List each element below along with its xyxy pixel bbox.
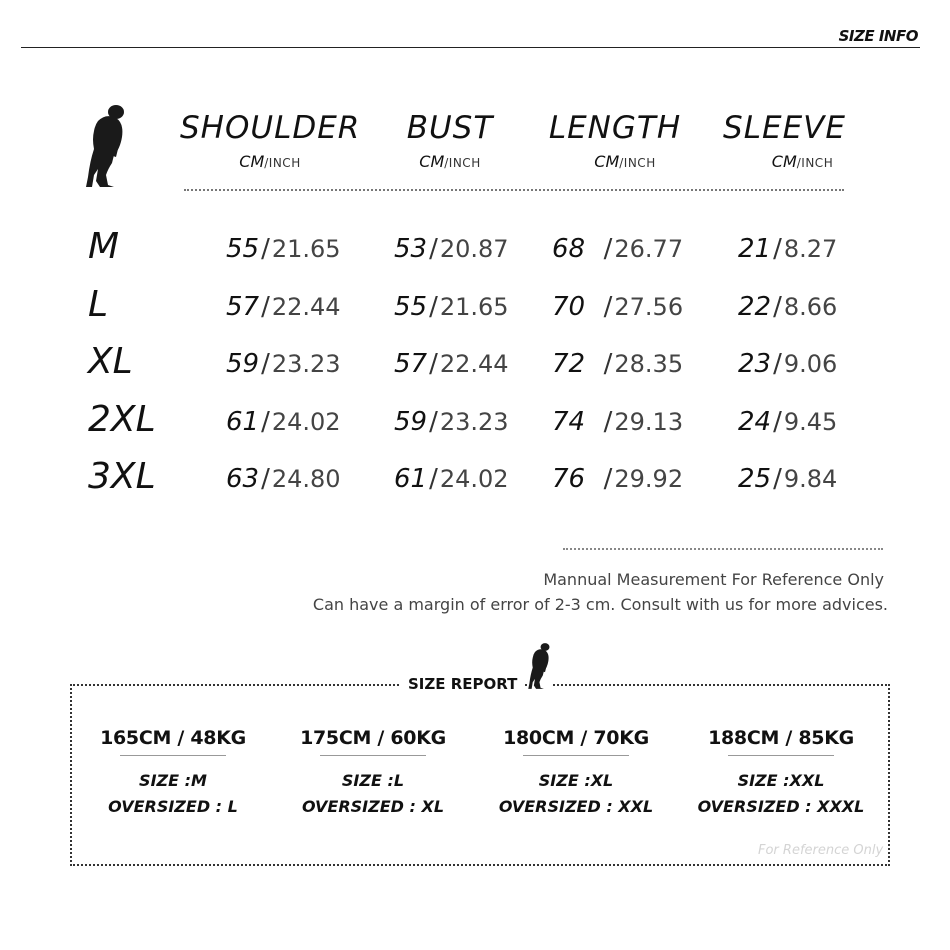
cm-value: 74 (552, 407, 586, 437)
separator: / (587, 292, 613, 322)
reference-footnote: For Reference Only (758, 843, 884, 858)
separator: / (429, 349, 438, 379)
cm-value: 61 (226, 407, 260, 437)
recommended-size: SIZE :M (139, 771, 207, 790)
column-header-sleeve: SLEEVE (723, 110, 846, 146)
inch-value: 26.77 (614, 235, 684, 263)
ape-figure-icon (86, 103, 128, 189)
unit-inch: /INCH (264, 156, 301, 170)
separator: / (261, 234, 270, 264)
header-dotted-divider (184, 189, 844, 191)
cm-value: 57 (226, 292, 260, 322)
unit-label (180, 152, 360, 171)
cm-value: 22 (738, 292, 772, 322)
separator: / (773, 349, 782, 379)
column-header-shoulder: SHOULDER (180, 110, 361, 146)
measurement-cell (394, 292, 509, 322)
margin-of-error-note: Can have a margin of error of 2-3 cm. Consult with us for more advices. (312, 595, 888, 614)
separator: / (587, 407, 613, 437)
measurement-cell (394, 464, 509, 494)
inch-value: 23.23 (439, 408, 509, 436)
height-weight: 180CM / 70KG (503, 727, 649, 749)
recommended-size: SIZE :L (341, 771, 405, 790)
separator: / (429, 464, 438, 494)
measurement-cell (226, 234, 341, 264)
column-header-length: LENGTH (548, 110, 682, 146)
entry-divider (523, 755, 629, 756)
unit-cm: CM (594, 152, 620, 171)
notes-dotted-divider (563, 548, 883, 550)
header-divider (21, 47, 920, 48)
measurement-cell (552, 349, 683, 379)
measurement-cell (226, 407, 341, 437)
inch-value: 24.80 (271, 465, 341, 493)
cm-value: 76 (552, 464, 586, 494)
inch-value: 22.44 (271, 293, 341, 321)
oversized-size: OVERSIZED : XXL (498, 797, 654, 816)
measurement-cell (394, 407, 509, 437)
size-label: XL (88, 341, 133, 382)
measurement-note: Mannual Measurement For Reference Only (543, 570, 884, 589)
size-label: 2XL (88, 399, 156, 440)
separator: / (261, 292, 270, 322)
separator: / (261, 464, 270, 494)
oversized-size: OVERSIZED : XL (301, 797, 445, 816)
measurement-cell (552, 464, 683, 494)
inch-value: 24.02 (439, 465, 509, 493)
height-weight: 188CM / 85KG (708, 727, 854, 749)
size-label: 3XL (88, 456, 156, 497)
column-header-bust: BUST (406, 110, 494, 146)
height-weight: 165CM / 48KG (100, 727, 246, 749)
height-weight: 175CM / 60KG (300, 727, 446, 749)
separator: / (261, 407, 270, 437)
cm-value: 53 (394, 234, 428, 264)
cm-value: 57 (394, 349, 428, 379)
separator: / (773, 292, 782, 322)
cm-value: 25 (738, 464, 772, 494)
ape-figure-icon (528, 642, 552, 690)
oversized-size: OVERSIZED : XXXL (697, 797, 865, 816)
separator: / (429, 407, 438, 437)
measurement-cell (226, 292, 341, 322)
measurement-cell (394, 349, 509, 379)
recommended-size: SIZE :XXL (737, 771, 825, 790)
inch-value: 29.13 (614, 408, 684, 436)
inch-value: 8.66 (783, 293, 838, 321)
cm-value: 70 (552, 292, 586, 322)
inch-value: 28.35 (614, 350, 684, 378)
cm-value: 55 (394, 292, 428, 322)
cm-value: 68 (552, 234, 586, 264)
inch-value: 9.06 (783, 350, 838, 378)
size-report-entry (691, 727, 871, 820)
size-report-entry (486, 727, 666, 820)
inch-value: 8.27 (783, 235, 838, 263)
unit-inch: /INCH (796, 156, 834, 170)
measurement-cell (738, 292, 837, 322)
unit-inch: /INCH (619, 156, 656, 170)
page-title: SIZE INFO (838, 27, 918, 45)
separator: / (773, 464, 782, 494)
unit-inch: /INCH (444, 156, 481, 170)
measurement-cell (394, 234, 509, 264)
measurement-cell (738, 234, 837, 264)
measurement-cell (738, 349, 837, 379)
measurement-cell (738, 464, 837, 494)
cm-value: 23 (738, 349, 772, 379)
cm-value: 63 (226, 464, 260, 494)
separator: / (773, 234, 782, 264)
entry-divider (320, 755, 426, 756)
unit-cm: CM (239, 152, 265, 171)
entry-divider (120, 755, 226, 756)
measurement-cell (738, 407, 837, 437)
size-report-entry (283, 727, 463, 820)
separator: / (773, 407, 782, 437)
separator: / (587, 234, 613, 264)
inch-value: 9.45 (783, 408, 838, 436)
unit-label (740, 152, 865, 171)
size-label: M (88, 226, 120, 267)
cm-value: 59 (226, 349, 260, 379)
measurement-cell (226, 349, 341, 379)
inch-value: 9.84 (783, 465, 838, 493)
unit-label (555, 152, 695, 171)
size-label: L (88, 284, 109, 325)
cm-value: 59 (394, 407, 428, 437)
separator: / (261, 349, 270, 379)
separator: / (429, 234, 438, 264)
oversized-size: OVERSIZED : L (108, 797, 238, 816)
size-report-title: SIZE REPORT (400, 675, 525, 693)
unit-cm: CM (419, 152, 445, 171)
inch-value: 29.92 (614, 465, 684, 493)
separator: / (587, 464, 613, 494)
measurement-cell (552, 292, 683, 322)
unit-cm: CM (771, 152, 797, 171)
measurement-cell (226, 464, 341, 494)
inch-value: 24.02 (271, 408, 341, 436)
inch-value: 23.23 (271, 350, 341, 378)
inch-value: 27.56 (614, 293, 684, 321)
inch-value: 21.65 (439, 293, 509, 321)
cm-value: 24 (738, 407, 772, 437)
separator: / (429, 292, 438, 322)
inch-value: 22.44 (439, 350, 509, 378)
measurement-cell (552, 234, 683, 264)
size-report-entry (83, 727, 263, 820)
separator: / (587, 349, 613, 379)
cm-value: 72 (552, 349, 586, 379)
entry-divider (728, 755, 834, 756)
cm-value: 61 (394, 464, 428, 494)
unit-label (390, 152, 510, 171)
cm-value: 21 (738, 234, 772, 264)
inch-value: 20.87 (439, 235, 509, 263)
cm-value: 55 (226, 234, 260, 264)
recommended-size: SIZE :XL (538, 771, 614, 790)
measurement-cell (552, 407, 683, 437)
inch-value: 21.65 (271, 235, 341, 263)
